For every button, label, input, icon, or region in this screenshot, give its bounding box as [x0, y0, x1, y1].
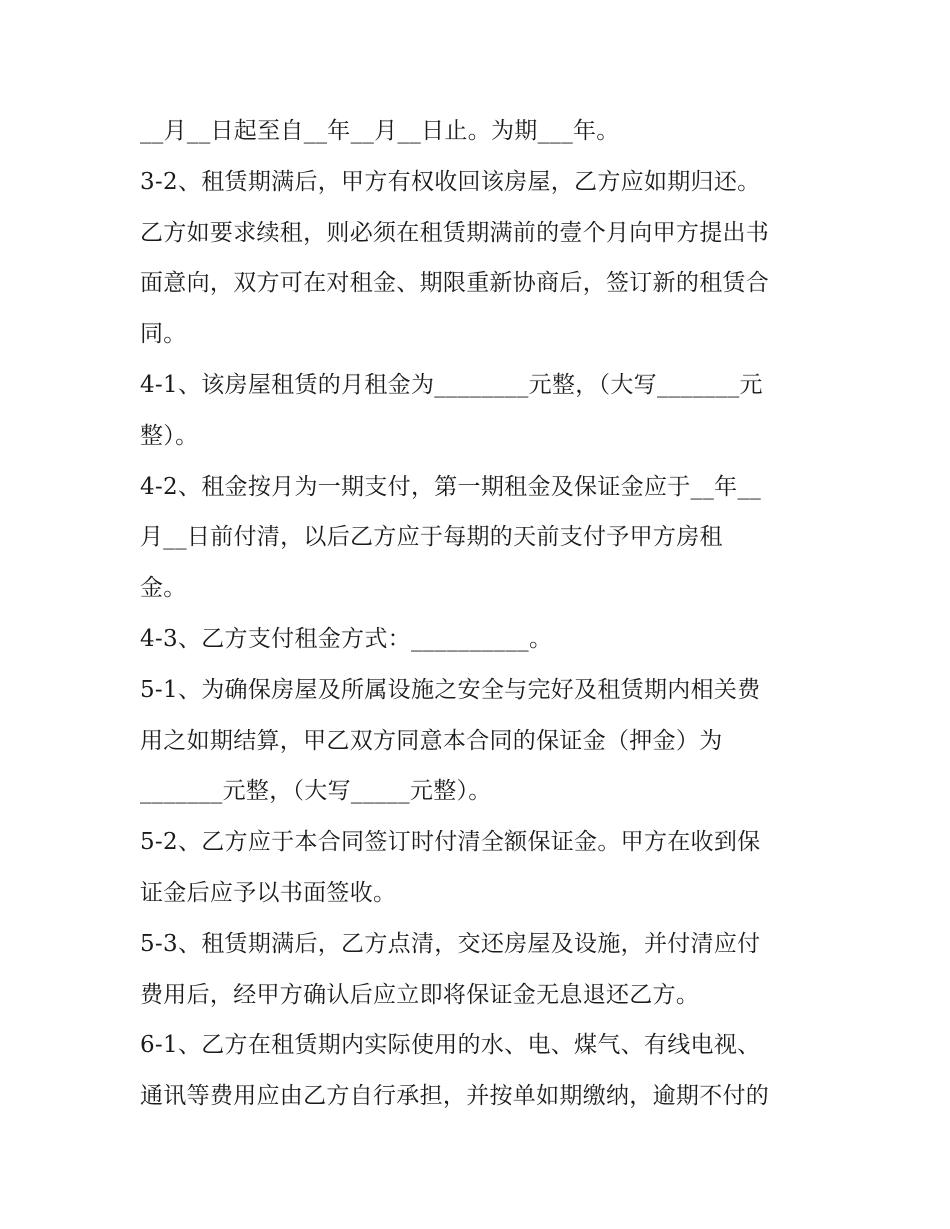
text-line: __月__日起至自__年__月__日止。为期___年。: [140, 118, 620, 144]
text-line: 用之如期结算，甲乙双方同意本合同的保证金（押金）为: [140, 727, 723, 754]
document-body: [140, 106, 820, 1122]
text-line: 金。: [140, 575, 187, 602]
text-line: 月__日前付清，以后乙方应于每期的天前支付予甲方房租: [140, 524, 723, 551]
text-line: 面意向，双方可在对租金、期限重新协商后，签订新的租赁合: [140, 270, 770, 297]
text-line: 整）。: [140, 422, 199, 449]
text-line: 4-2、租金按月为一期支付，第一期租金及保证金应于__年__: [140, 473, 762, 500]
text-line: _______元整，（大写_____元整）。: [140, 778, 492, 805]
text-line: 5-2、乙方应于本合同签订时付清全额保证金。甲方在收到保: [140, 829, 761, 856]
text-line: 4-3、乙方支付租金方式：__________。: [140, 625, 553, 652]
text-line: 4-1、该房屋租赁的月租金为________元整，（大写_______元: [140, 371, 763, 398]
text-line: 通讯等费用应由乙方自行承担，并按单如期缴纳，逾期不付的: [140, 1083, 770, 1110]
text-line: 6-1、乙方在租赁期内实际使用的水、电、煤气、有线电视、: [140, 1032, 761, 1059]
text-line: 同。: [140, 321, 187, 348]
text-line: 5-3、租赁期满后，乙方点清，交还房屋及设施，并付清应付: [140, 930, 761, 957]
text-line: 3-2、租赁期满后，甲方有权收回该房屋，乙方应如期归还。: [140, 168, 761, 195]
text-line: 费用后，经甲方确认后应立即将保证金无息退还乙方。: [140, 981, 700, 1008]
text-line: 5-1、为确保房屋及所属设施之安全与完好及租赁期内相关费: [140, 676, 761, 703]
text-line: 乙方如要求续租，则必须在租赁期满前的壹个月向甲方提出书: [140, 219, 770, 246]
text-line: 证金后应予以书面签收。: [140, 879, 397, 906]
